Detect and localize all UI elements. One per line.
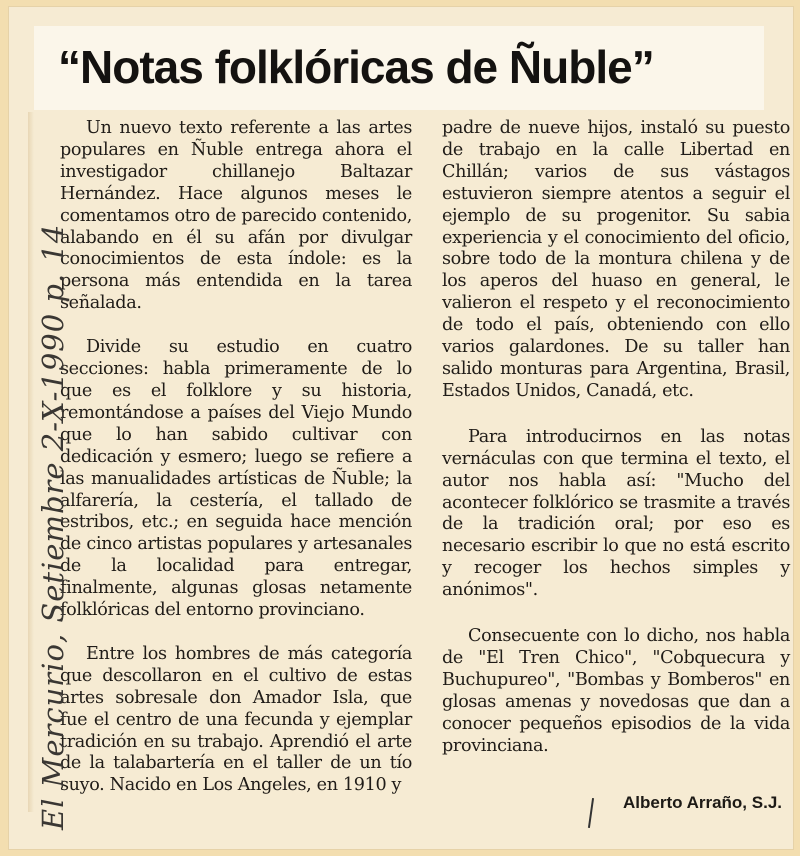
right-column <box>442 118 790 757</box>
article-title: “Notas folklóricas de Ñuble” <box>58 41 654 93</box>
paragraph-sections: Divide su estudio en cuatro secciones: habla primeramente de lo que es el folklore y su historia, remontándose a países del Viejo Mundo que lo han sabido cultivar con dedicación y esmero; luego se refiere a las manualidades artísticas de Ñuble; la alfarería, la cestería, el tallado de estribos, etc.; en seguida hace mención de cinco artistas populares y artesanales de la localidad para entregar, finalmente, algunas glosas netamente folklóricas del entorno provinciano. <box>60 337 412 621</box>
paragraph-amador-isla: Entre los hombres de más categoría que descollaron en el cultivo de estas artes sobresale don Amador Isla, que fue el centro de una fecunda y ejemplar tradición en su trabajo. Aprendió el arte de la talabartería en el taller de un tío suyo. Nacido en Los Angeles, en 1910 y <box>60 643 412 796</box>
handwritten-source-note: El Mercurio, Setiembre 2-X-1990 p. 14 <box>36 223 70 830</box>
author-byline: Alberto Arraño, S.J. <box>622 793 782 812</box>
paragraph-intro: Un nuevo texto referente a las artes populares en Ñuble entrega ahora el investigador chillanejo Baltazar Hernández. Hace algunos meses le comentamos otro de parecido contenido, alabando en él su afán por divulgar conocimientos de esta índole: es la persona más entendida en la tarea señalada. <box>60 118 412 314</box>
paragraph-notas-vernaculas: Para introducirnos en las notas vernáculas con que termina el texto, el autor nos habla así: "Mucho del acontecer folklórico se trasmite a través de la tradición oral; por eso es necesario escribir lo que no está escrito y recoger los hechos simples y anónimos". <box>442 426 790 601</box>
left-column <box>60 118 412 797</box>
paragraph-glosas: Consecuente con lo dicho, nos habla de "El Tren Chico", "Cobquecura y Buchupureo", "Bombas y Bomberos" en glosas amenas y novedosas que dan a conocer pequeños episodios de la vida provinciana. <box>442 626 790 756</box>
paragraph-continuation: padre de nueve hijos, instaló su puesto de trabajo en la calle Libertad en Chillán; varios de sus vástagos estuvieron siempre atentos a seguir el ejemplo de su progenitor. Su sabia experiencia y el conocimiento del oficio, sobre todo de la montura chilena y de los aperos del huaso en general, le valieron el respeto y el reconocimiento de todo el país, obteniendo con ello varios galardones. De su taller han salido monturas para Argentina, Brasil, Estados Unidos, Canadá, etc. <box>442 118 790 401</box>
clipping-edge-shadow <box>28 112 34 812</box>
